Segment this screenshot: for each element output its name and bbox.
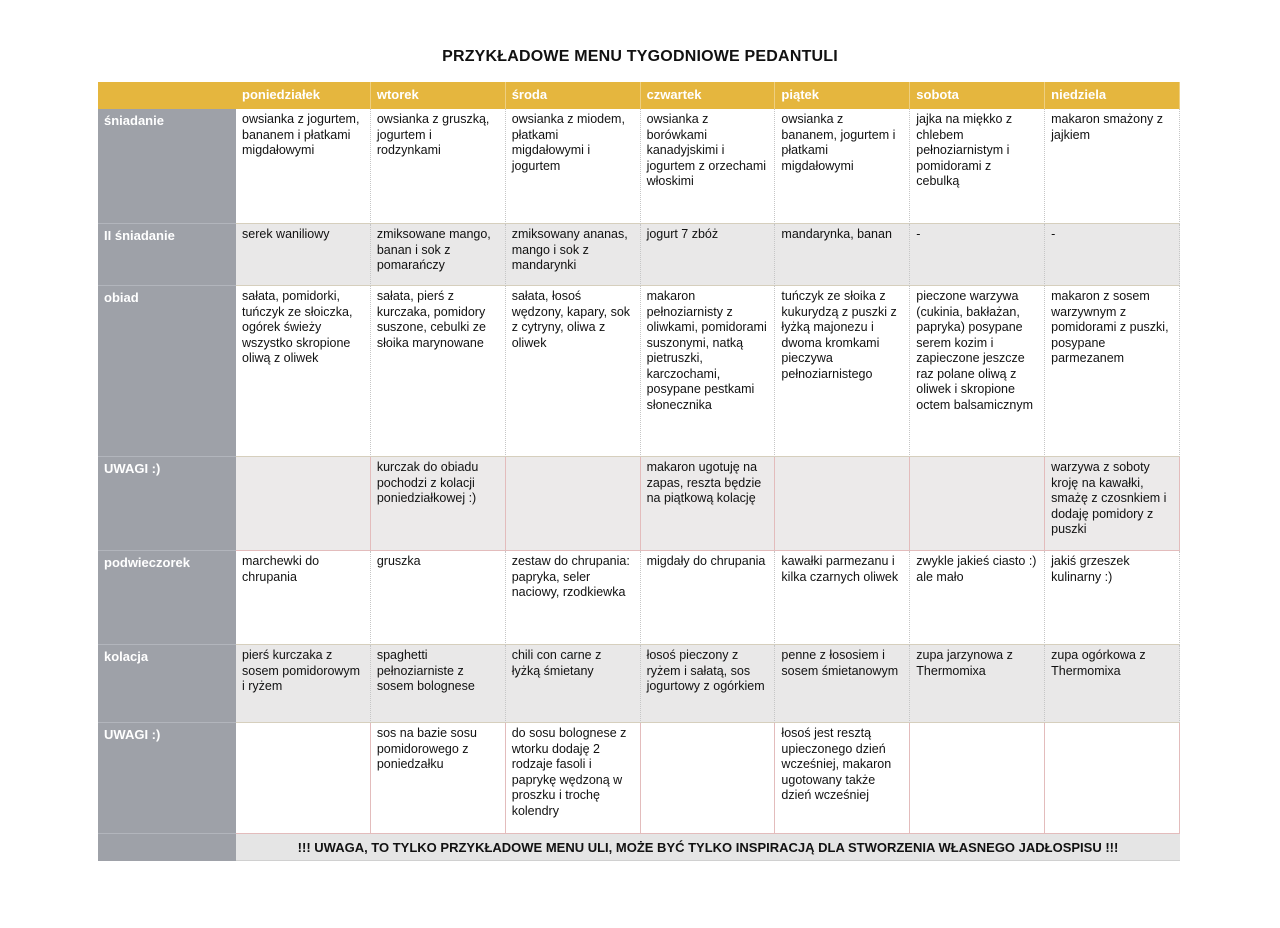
menu-cell: tuńczyk ze słoika z kukurydzą z puszki z łyżką majonezu i dwoma kromkami pieczywa pełnoziarnistego [775,286,910,457]
menu-cell: sałata, łosoś wędzony, kapary, sok z cytryny, oliwa z oliwek [506,286,641,457]
menu-cell: makaron ugotuję na zapas, reszta będzie na piątkową kolację [641,457,776,551]
page-title: PRZYKŁADOWE MENU TYGODNIOWE PEDANTULI [442,48,838,65]
menu-cell: jogurt 7 zbóż [641,224,776,286]
row-label: podwieczorek [98,551,236,645]
weekly-menu-table [98,82,1180,861]
menu-cell: jakiś grzeszek kulinarny :) [1045,551,1180,645]
day-header-7: niedziela [1045,82,1180,109]
menu-cell: zmiksowany ananas, mango i sok z mandarynki [506,224,641,286]
menu-cell: migdały do chrupania [641,551,776,645]
day-header-6: sobota [910,82,1045,109]
row-label: UWAGI :) [98,457,236,551]
menu-cell: makaron smażony z jajkiem [1045,109,1180,224]
row-label: UWAGI :) [98,723,236,834]
menu-cell: zmiksowane mango, banan i sok z pomarańczy [371,224,506,286]
menu-cell: - [910,224,1045,286]
menu-cell: do sosu bolognese z wtorku dodaję 2 rodzaje fasoli i paprykę wędzoną w proszku i trochę kolendry [506,723,641,834]
menu-cell [236,457,371,551]
menu-cell [910,723,1045,834]
day-header-5: piątek [775,82,910,109]
menu-cell: pierś kurczaka z sosem pomidorowym i ryżem [236,645,371,723]
menu-cell: owsianka z miodem, płatkami migdałowymi i jogurtem [506,109,641,224]
row-label: kolacja [98,645,236,723]
menu-cell: łosoś jest resztą upieczonego dzień wcześniej, makaron ugotowany także dzień wcześniej [775,723,910,834]
menu-cell: penne z łososiem i sosem śmietanowym [775,645,910,723]
menu-cell: zestaw do chrupania: papryka, seler naciowy, rzodkiewka [506,551,641,645]
menu-cell [236,723,371,834]
menu-cell: spaghetti pełnoziarniste z sosem bolognese [371,645,506,723]
menu-cell: zwykle jakieś ciasto :) ale mało [910,551,1045,645]
day-header-1: poniedziałek [236,82,371,109]
menu-cell: jajka na miękko z chlebem pełnoziarnistym i pomidorami z cebulką [910,109,1045,224]
menu-cell: owsianka z jogurtem, bananem i płatkami migdałowymi [236,109,371,224]
menu-cell [641,723,776,834]
menu-cell: pieczone warzywa (cukinia, bakłażan, papryka) posypane serem kozim i zapieczone jeszcze raz polane oliwą z oliwek i skropione octem balsamicznym [910,286,1045,457]
menu-cell: gruszka [371,551,506,645]
menu-cell: serek waniliowy [236,224,371,286]
menu-cell: zupa ogórkowa z Thermomixa [1045,645,1180,723]
row-label: śniadanie [98,109,236,224]
day-header-2: wtorek [371,82,506,109]
menu-cell: warzywa z soboty kroję na kawałki, smażę z czosnkiem i dodaję pomidory z puszki [1045,457,1180,551]
day-header-3: środa [506,82,641,109]
menu-cell: łosoś pieczony z ryżem i sałatą, sos jogurtowy z ogórkiem [641,645,776,723]
menu-cell: owsianka z bananem, jogurtem i płatkami migdałowymi [775,109,910,224]
menu-cell: - [1045,224,1180,286]
row-label: II śniadanie [98,224,236,286]
menu-cell: makaron pełnoziarnisty z oliwkami, pomidorami suszonymi, natką pietruszki, karczochami, posypane pestkami słonecznika [641,286,776,457]
menu-cell: sałata, pomidorki, tuńczyk ze słoiczka, ogórek świeży wszystko skropione oliwą z oliwek [236,286,371,457]
footer-label-cell [98,834,236,861]
row-label: obiad [98,286,236,457]
menu-cell: sałata, pierś z kurczaka, pomidory suszone, cebulki ze słoika marynowane [371,286,506,457]
menu-cell: kurczak do obiadu pochodzi z kolacji poniedziałkowej :) [371,457,506,551]
menu-cell: sos na bazie sosu pomidorowego z poniedzałku [371,723,506,834]
menu-cell [775,457,910,551]
menu-cell: makaron z sosem warzywnym z pomidorami z puszki, posypane parmezanem [1045,286,1180,457]
menu-cell: owsianka z gruszką, jogurtem i rodzynkami [371,109,506,224]
day-header-4: czwartek [641,82,776,109]
menu-cell [506,457,641,551]
menu-cell: zupa jarzynowa z Thermomixa [910,645,1045,723]
menu-cell [1045,723,1180,834]
menu-cell: chili con carne z łyżką śmietany [506,645,641,723]
menu-cell: kawałki parmezanu i kilka czarnych oliwek [775,551,910,645]
menu-cell: owsianka z borówkami kanadyjskimi i jogurtem z orzechami włoskimi [641,109,776,224]
footer-note: !!! UWAGA, TO TYLKO PRZYKŁADOWE MENU ULI, MOŻE BYĆ TYLKO INSPIRACJĄ DLA STWORZENIA WŁASNEGO JADŁOSPISU !!! [236,834,1180,861]
menu-cell: mandarynka, banan [775,224,910,286]
menu-cell: marchewki do chrupania [236,551,371,645]
table-corner-cell [98,82,236,109]
menu-cell [910,457,1045,551]
